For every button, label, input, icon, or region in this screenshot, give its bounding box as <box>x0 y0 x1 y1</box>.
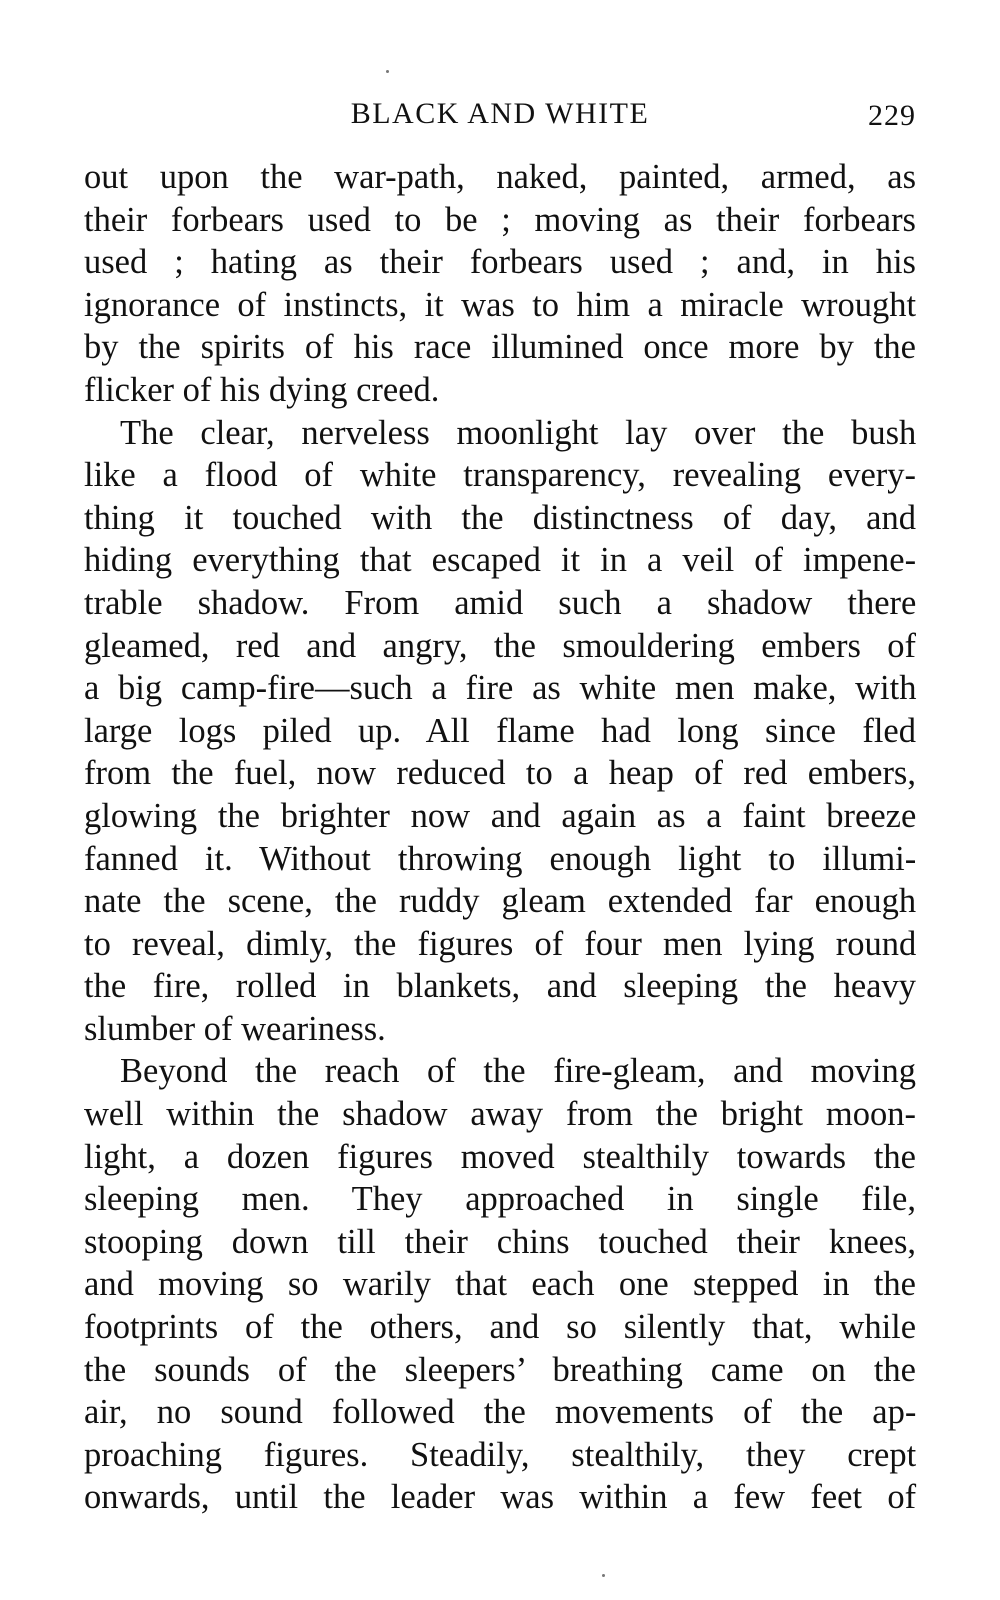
text-line: ignorance of instincts, it was to him a miracle wrought <box>84 285 917 324</box>
text-line: slumber of weariness. <box>84 1009 386 1048</box>
text-line: light, a dozen figures moved stealthily towards the <box>84 1137 916 1176</box>
text-line: hiding everything that escaped it in a veil of impene- <box>84 541 917 580</box>
text-line: stooping down till their chins touched their knees, <box>84 1222 916 1261</box>
text-line: sleeping men. They approached in single file, <box>84 1180 916 1219</box>
text-line: proaching figures. Steadily, stealthily, they crept <box>84 1435 917 1474</box>
text-line: used ; hating as their forbears used ; and, in his <box>84 243 916 282</box>
text-line: nate the scene, the ruddy gleam extended far enough <box>84 882 917 921</box>
text-line: footprints of the others, and so silently that, while <box>84 1308 917 1347</box>
text-line: the sounds of the sleepers’ breathing came on the <box>84 1350 916 1389</box>
text-line: well within the shadow away from the bright moon- <box>84 1095 916 1134</box>
text-line: their forbears used to be ; moving as their forbears <box>84 200 916 239</box>
text-line: fanned it. Without throwing enough light to illumi- <box>84 839 917 878</box>
running-head <box>84 94 916 134</box>
text-line: like a flood of white transparency, revealing every- <box>84 456 916 495</box>
text-line: large logs piled up. All flame had long since fled <box>84 711 916 750</box>
scan-speck <box>386 70 389 73</box>
scan-speck <box>602 1574 605 1577</box>
text-line: out upon the war-path, naked, painted, armed, as <box>84 158 916 196</box>
text-line: air, no sound followed the movements of the ap- <box>84 1393 917 1432</box>
text-line: and moving so warily that each one stepped in the <box>84 1265 916 1304</box>
body-text <box>84 156 916 1519</box>
text-line: the fire, rolled in blankets, and sleeping the heavy <box>84 967 916 1006</box>
text-line: to reveal, dimly, the figures of four men lying round <box>84 924 917 963</box>
running-title: BLACK AND WHITE <box>350 97 650 130</box>
text-line: thing it touched with the distinctness of day, and <box>84 498 916 537</box>
text-line: Beyond the reach of the fire-gleam, and moving <box>120 1052 916 1091</box>
text-line: flicker of his dying creed. <box>84 370 440 409</box>
text-line: from the fuel, now reduced to a heap of red embers, <box>84 754 916 793</box>
text-line: gleamed, red and angry, the smouldering embers of <box>84 626 916 665</box>
text-line: by the spirits of his race illumined once more by the <box>84 328 916 367</box>
text-line: onwards, until the leader was within a few feet of <box>84 1478 917 1517</box>
text-line: glowing the brighter now and again as a faint breeze <box>84 796 917 835</box>
text-line: a big camp-fire—such a fire as white men make, with <box>84 669 917 708</box>
page-number: 229 <box>868 99 916 132</box>
text-line: trable shadow. From amid such a shadow there <box>84 583 917 622</box>
text-line: The clear, nerveless moonlight lay over the bush <box>120 413 917 452</box>
